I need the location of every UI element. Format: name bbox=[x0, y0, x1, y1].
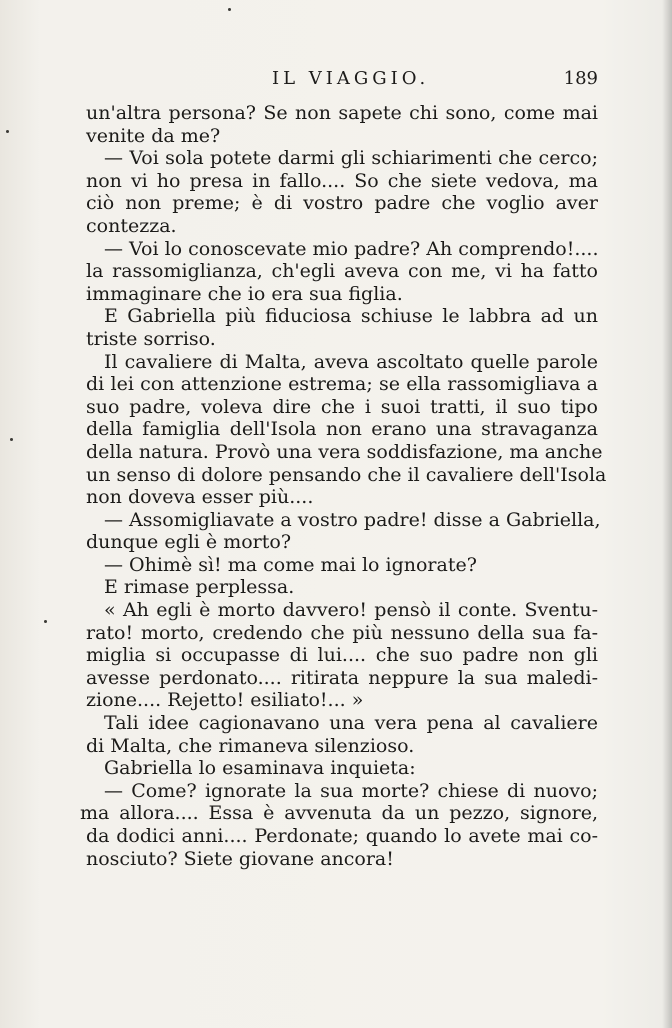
text-line: rato! morto, credendo che più nessuno della sua fa- bbox=[86, 621, 598, 644]
text-line: immaginare che io era sua figlia. bbox=[86, 282, 403, 305]
text-line: della natura. Provò una vera soddisfazione, ma anche bbox=[86, 440, 603, 463]
text-line: E rimase perplessa. bbox=[104, 576, 295, 599]
text-line: suo padre, voleva dire che i suoi tratti, il suo tipo bbox=[86, 395, 598, 418]
margin-speck bbox=[44, 620, 47, 623]
text-line: da dodici anni.... Perdonate; quando lo avete mai co- bbox=[86, 825, 598, 847]
text-line: non doveva esser più.... bbox=[86, 486, 314, 509]
text-line: — Assomigliavate a vostro padre! disse a Gabriella, bbox=[104, 508, 601, 531]
text-line: dunque egli è morto? bbox=[86, 531, 292, 554]
text-line: venite da me? bbox=[86, 124, 221, 147]
margin-speck bbox=[6, 130, 9, 133]
text-line: — Voi lo conoscevate mio padre? Ah comprendo!.... bbox=[104, 237, 599, 260]
text-line: « Ah egli è morto davvero! pensò il conte. Sventu- bbox=[104, 599, 598, 622]
text-line: di Malta, che rimaneva silenzioso. bbox=[86, 734, 415, 757]
text-line: — Come? ignorate la sua morte? chiese di nuovo; bbox=[104, 779, 598, 802]
page-header bbox=[86, 68, 598, 96]
text-line: nosciuto? Siete giovane ancora! bbox=[86, 847, 394, 870]
margin-speck bbox=[228, 8, 231, 11]
text-line: di lei con attenzione estrema; se ella rassomigliava a bbox=[86, 373, 598, 396]
text-line: — Voi sola potete darmi gli schiarimenti che cerco; bbox=[104, 147, 598, 170]
text-line: Il cavaliere di Malta, aveva ascoltato quelle parole bbox=[104, 350, 598, 373]
body-text bbox=[80, 102, 607, 870]
text-line: un'altra persona? Se non sapete chi sono, come mai bbox=[86, 102, 598, 124]
running-title: IL VIAGGIO. bbox=[272, 68, 430, 89]
text-line: Gabriella lo esaminava inquieta: bbox=[104, 757, 416, 780]
text-line: zione.... Rejetto! esiliato!... » bbox=[86, 689, 364, 712]
margin-speck bbox=[10, 438, 13, 441]
text-line: non vi ho presa in fallo.... So che siete vedova, ma bbox=[86, 169, 598, 192]
text-line: contezza. bbox=[86, 214, 177, 237]
text-line: avesse perdonato.... ritirata neppure la sua maledi- bbox=[86, 666, 598, 689]
text-line: un senso di dolore pensando che il cavaliere dell'Isola bbox=[86, 463, 607, 486]
text-line: Tali idee cagionavano una vera pena al cavaliere bbox=[104, 712, 598, 735]
text-line: E Gabriella più fiduciosa schiuse le labbra ad un bbox=[104, 305, 598, 328]
text-line: — Ohimè sì! ma come mai lo ignorate? bbox=[104, 553, 477, 576]
text-line: della famiglia dell'Isola non erano una stravaganza bbox=[86, 418, 598, 441]
text-line: la rassomiglianza, ch'egli aveva con me, vi ha fatto bbox=[86, 260, 598, 283]
page-edge-shadow bbox=[662, 0, 672, 1028]
page-number: 189 bbox=[563, 68, 598, 89]
text-line: miglia si occupasse di lui.... che suo padre non gli bbox=[86, 644, 598, 667]
text-line: triste sorriso. bbox=[86, 327, 216, 350]
text-line: ciò non preme; è di vostro padre che voglio aver bbox=[86, 192, 598, 215]
text-line: ma allora.... Essa è avvenuta da un pezzo, signore, bbox=[80, 802, 598, 825]
